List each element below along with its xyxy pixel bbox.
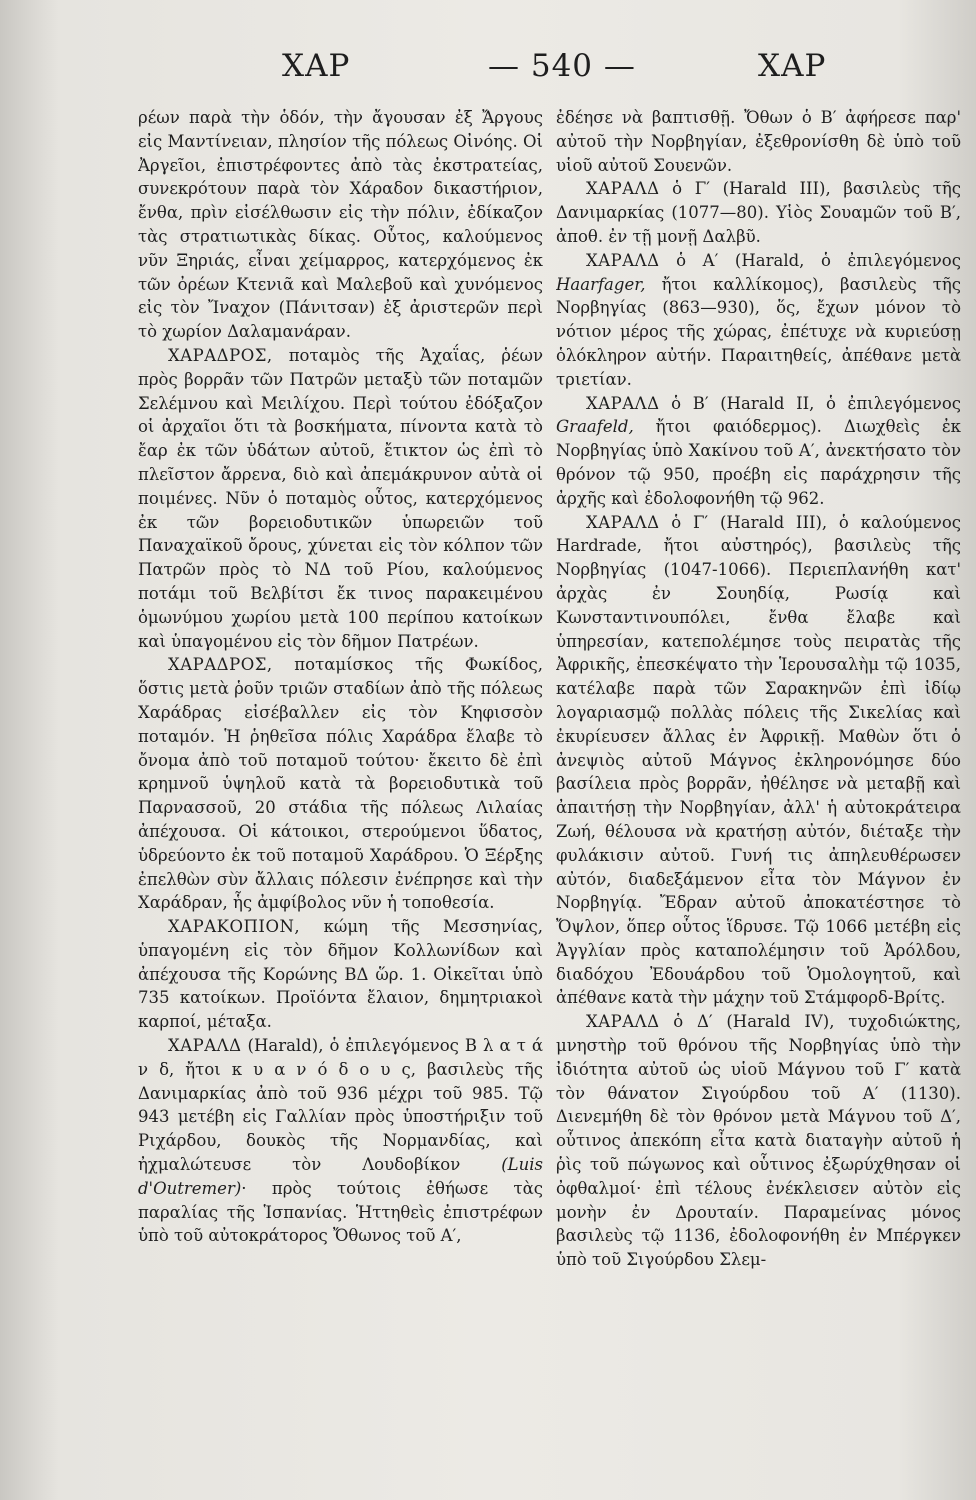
entry-text-tail: · πρὸς τούτοις ἐθήωσε τὰς παραλίας τῆς Ἱσπανίας. Ἡττηθεὶς ἐπιστρέφων ὑπὸ τοῦ αὐτοκράτορος Ὄθωνος τοῦ Α′, <box>138 1178 543 1246</box>
entry-text: ὁ Γ′ (Harald III), βασιλεὺς τῆς Δανιμαρκίας (1077—80). Υἱὸς Σουαμῶν τοῦ Β′, ἀποθ. ἐν τῇ μονῇ Δαλβῦ. <box>556 179 961 246</box>
dictionary-entry <box>556 511 961 1011</box>
dictionary-entry <box>138 653 543 915</box>
entry-headword: ΧΑΡΑΛΔ <box>586 1012 660 1032</box>
dictionary-entry <box>138 915 543 1034</box>
entry-text: ποταμὸς τῆς Ἀχαΐας, ῥέων πρὸς βορρᾶν τῶν Πατρῶν μεταξὺ τῶν ποταμῶν Σελέμνου καὶ Μειλίχου. Περὶ τούτου ἐδόξαζον οἱ ἀρχαῖοι ὅτι τὰ βοσκήματα, πίνοντα κατὰ τὸ ἔαρ ἐκ τῶν ὑδάτων αὐτοῦ, ἔτικτον ὡς ἐπὶ τὸ πλεῖστον ἄρρενα, διὸ καὶ ἀπεμάκρυνον αὐτὰ οἱ ποιμένες. Νῦν ὁ ποταμὸς οὗτος, κατερχόμενος ἐκ τῶν βορειοδυτικῶν ὑπωρειῶν τοῦ Παναχαϊκοῦ ὄρους, χύνεται εἰς τὸν κόλπον τῶν Πατρῶν πρὸς τὸ ΝΔ τοῦ Ρίου, καλούμενος ποτάμι τοῦ Βελβίτσι ἔκ τινος παρακειμένου ὁμωνύμου χωρίου μετὰ 100 περίπου κατοίκων καὶ ὑπαγομένου εἰς τὸν δῆμον Πατρέων. <box>138 345 543 651</box>
entry-text: ὁ Β′ (Harald II, ὁ ἐπιλεγόμενος <box>659 393 961 413</box>
dictionary-entry <box>138 344 543 653</box>
entry-headword: ΧΑΡΑΛΔ <box>586 179 660 199</box>
entry-headword: ΧΑΡΑΛΔ <box>586 250 660 270</box>
header-left-guideword: ΧΑΡ <box>282 48 351 84</box>
entry-text-tail: ἤτοι καλλίκομος), βασιλεὺς τῆς Νορβηγίας (863—930), ὅς, ἔχων μόνον τὸ νότιον μέρος τῆς χώρας, ἐπέτυχε νὰ κυριεύσῃ ὁλόκληρον αὐτήν. Παραιτηθείς, ἀπέθανε μετὰ τριετίαν. <box>556 274 961 389</box>
dictionary-entry <box>556 1010 961 1272</box>
entry-headword: ΧΑΡΑΔΡΟΣ, <box>168 345 273 365</box>
header-right-guideword: ΧΑΡ <box>758 48 827 84</box>
left-column <box>138 106 543 1456</box>
entry-headword: ΧΑΡΑΛΔ <box>168 1036 242 1056</box>
dictionary-entry <box>556 392 961 511</box>
running-header <box>120 48 880 88</box>
entry-italic-name: Haarfager, <box>556 274 646 294</box>
entry-headword: ΧΑΡΑΔΡΟΣ, <box>168 655 273 675</box>
entry-text: ὁ Γ′ (Harald III), ὁ καλούμενος Hardrade, ἤτοι αὐστηρός), βασιλεὺς τῆς Νορβηγίας (1047-1066). Περιεπλανήθη κατ' ἀρχὰς ἐν Σουηδίᾳ, Ρωσίᾳ καὶ Κωνσταντινουπόλει, ἔνθα ἔλαβε καὶ ὑπηρεσίαν, κατεπολέμησε τοὺς πειρατὰς τῆς Ἀφρικῆς, ἐπεσκέψατο τὴν Ἱερουσαλὴμ τῷ 1035, κατέλαβε παρὰ τῶν Σαρακηνῶν ἐπὶ ἰδίῳ λογαριασμῷ πολλὰς πόλεις τῆς Σικελίας καὶ ἐκυρίευσεν ἄλλας ἐν Ἀφρικῇ. Μαθὼν ὅτι ὁ ἀνεψιὸς αὐτοῦ Μάγνος ἐκληρονόμησε δύο βασίλεια πρὸς βορρᾶν, ἠθέλησε νὰ μεταβῇ καὶ ἀπαιτήσῃ τὴν Νορβηγίαν, ἀλλ' ἡ αὐτοκράτειρα Ζωή, θέλουσα νὰ κρατήσῃ αὐτόν, διέταξε τὴν φυλάκισιν αὐτοῦ. Γυνή τις ἀπηλευθέρωσεν αὐτόν, διαδεξάμενον εἶτα τὸν Μάγνον ἐν Νορβηγίᾳ. Ἔδραν αὐτοῦ ἀποκατέστησε τὸ Ὄψλον, ὅπερ οὗτος ἵδρυσε. Τῷ 1066 μετέβη εἰς Ἀγγλίαν πρὸς καταπολέμησιν τοῦ Ἀρόλδου, διαδόχου Ἐδουάρδου τοῦ Ὁμολογητοῦ, καὶ ἀπέθανε κατὰ τὴν μάχην τοῦ Στάμφορδ-Βρίτς. <box>556 512 961 1008</box>
entry-italic-name: Graafeld, <box>556 417 634 437</box>
page-number: — 540 — <box>488 48 636 84</box>
entry-headword: ΧΑΡΑΚΟΠΙΟΝ, <box>168 917 301 937</box>
entry-headword: ΧΑΡΑΛΔ <box>586 393 660 413</box>
entry-continuation: ρέων παρὰ τὴν ὁδόν, τὴν ἄγουσαν ἐξ Ἄργους εἰς Μαντίνειαν, πλησίον τῆς πόλεως Οἰνόης. Οἱ Ἀργεῖοι, ἐπιστρέφοντες ἀπὸ τὰς ἐκστρατείας, συνεκρότουν παρὰ τὸν Χάραδον δικαστήριον, ἔνθα, πρὶν εἰσέλθωσιν εἰς τὴν πόλιν, ἐδίκαζον τὰς στρατιωτικὰς δίκας. Οὗτος, καλούμενος νῦν Ξηριάς, εἶναι χείμαρρος, κατερχόμενος ἐκ τῶν ὀρέων Κτενιᾶ καὶ Μαλεβοῦ καὶ χυνόμενος εἰς τὸν Ἴναχον (Πάνιτσαν) ἐξ ἀριστερῶν περὶ τὸ χωρίον Δαλαμανάραν. <box>138 108 543 342</box>
entry-text: κώμη τῆς Μεσσηνίας, ὑπαγομένη εἰς τὸν δῆμον Κολλωνίδων καὶ ἀπέχουσα τῆς Κορώνης ΒΔ ὥρ. 1. Οἰκεῖται ὑπὸ 735 κατοίκων. Προϊόντα ἔλαιον, δημητριακοὶ καρποί, μέταξα. <box>138 917 543 1032</box>
entry-headword: ΧΑΡΑΛΔ <box>586 512 660 532</box>
right-column <box>556 106 961 1456</box>
entry-continuation: ἐδέησε νὰ βαπτισθῇ. Ὄθων ὁ Β′ ἀφήρεσε παρ' αὐτοῦ τὴν Νορβηγίαν, ἐξεθρονίσθη δὲ ὑπὸ τοῦ υἱοῦ αὐτοῦ Σουενῶν. <box>556 108 961 175</box>
dictionary-entry <box>556 177 961 248</box>
entry-text-tail: ἤτοι φαιόδερμος). Διωχθεὶς ἐκ Νορβηγίας ὑπὸ Χακίνου τοῦ Α′, ἀνεκτήσατο τὸν θρόνον τῷ 950, προέβη εἰς παράχρησιν τῆς ἀρχῆς καὶ ἐδολοφονήθη τῷ 962. <box>556 417 961 508</box>
entry-text: ποταμίσκος τῆς Φωκίδος, ὅστις μετὰ ῥοῦν τριῶν σταδίων ἀπὸ τῆς πόλεως Χαράδρας εἰσέβαλλεν εἰς τὸν Κηφισσὸν ποταμόν. Ἡ ῥηθεῖσα πόλις Χαράδρα ἔλαβε τὸ ὄνομα ἀπὸ τοῦ ποταμοῦ τούτου· ἔκειτο δὲ ἐπὶ κρημνοῦ ὑψηλοῦ κατὰ τὰ βορειοδυτικὰ τοῦ Παρνασσοῦ, 20 στάδια τῆς πόλεως Λιλαίας ἀπέχουσα. Οἱ κάτοικοι, στερούμενοι ὕδατος, ὑδρεύοντο ἐκ τοῦ ποταμοῦ Χαράδρου. Ὁ Ξέρξης ἐπελθὼν σὺν ἄλλαις πόλεσιν ἐνέπρησε καὶ τὴν Χαράδραν, ἧς ἀμφίβολος νῦν ἡ τοποθεσία. <box>138 655 543 913</box>
dictionary-entry <box>138 1034 543 1248</box>
entry-italic-name: (Luis d'Outremer) <box>138 1155 543 1198</box>
entry-text: ὁ Α′ (Harald, ὁ ἐπιλεγόμενος <box>659 250 961 270</box>
entry-text: ὁ Δ′ (Harald IV), τυχοδιώκτης, μνηστὴρ τοῦ θρόνου τῆς Νορβηγίας ὑπὸ τὴν ἰδιότητα αὐτοῦ ὡς υἱοῦ Μάγνου τοῦ Γ′ κατὰ τὸν θάνατον Σιγούρδου τοῦ Α′ (1130). Διενεμήθη δὲ τὸν θρόνον μετὰ Μάγνου τοῦ Δ′, οὗτινος ἀπεκόπη εἶτα κατὰ διαταγὴν αὐτοῦ ἡ ῥὶς τοῦ πώγωνος καὶ οὗτινος ἐξωρύχθησαν οἱ ὀφθαλμοί· ἐπὶ τέλους ἐνέκλεισεν αὐτὸν εἰς μονὴν ἐν Δρουταίν. Παραμείνας μόνος βασιλεὺς τῷ 1136, ἐδολοφονήθη ἐν Μπέργκεν ὑπὸ τοῦ Σιγούρδου Σλεμ- <box>556 1012 961 1270</box>
entry-text: (Harald), ὁ ἐπιλεγόμενος Β λ α τ ά ν δ, ἤτοι κ υ α ν ό δ ο υ ς, βασιλεὺς τῆς Δανιμαρκίας ἀπὸ τοῦ 936 μέχρι τοῦ 985. Τῷ 943 μετέβη εἰς Γαλλίαν πρὸς ὑποστήριξιν τοῦ Ριχάρδου, δουκὸς τῆς Νορμανδίας, καὶ ἠχμαλώτευσε τὸν Λουδοβίκον <box>138 1036 543 1175</box>
dictionary-entry <box>556 249 961 392</box>
